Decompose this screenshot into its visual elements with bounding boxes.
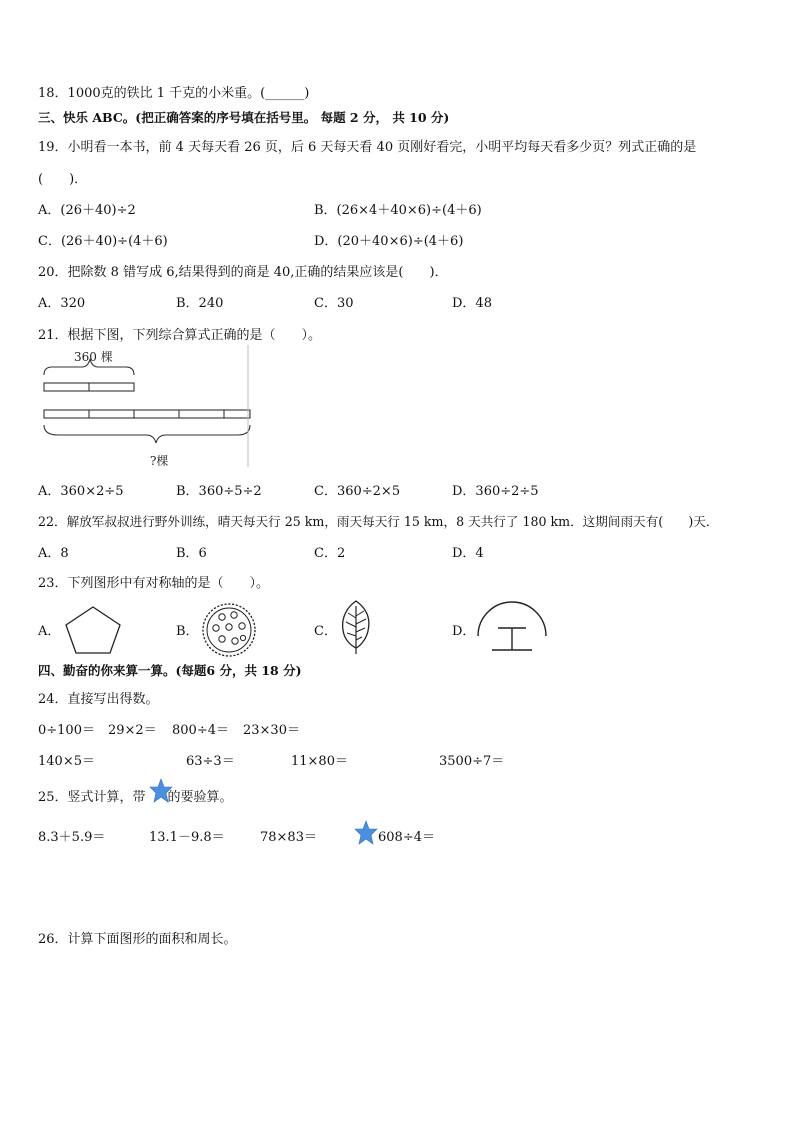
section-4-heading: 四、勤奋的你来算一算。(每题6 分，共 18 分) (38, 663, 302, 678)
q23-option-d[interactable]: D． (452, 624, 476, 639)
question-18: 18．1000克的铁比 1 千克的小米重。(______) (38, 86, 310, 101)
question-26: 26．计算下面图形的面积和周长。 (38, 932, 237, 947)
q21-option-a[interactable]: A．360×2÷5 (38, 484, 124, 499)
q23-option-b[interactable]: B． (176, 624, 199, 639)
leaf-icon (338, 598, 374, 656)
pentagon-icon (62, 604, 124, 656)
segment-diagram (38, 345, 253, 470)
cookie-icon (200, 601, 258, 659)
q20-option-a[interactable]: A．320 (38, 296, 86, 311)
question-19-blank: ( )． (38, 172, 88, 187)
q22-option-c[interactable]: C．2 (314, 546, 346, 561)
question-23-stem: 23．下列图形中有对称轴的是（ ）。 (38, 576, 270, 591)
q22-option-d[interactable]: D．4 (452, 546, 484, 561)
q24-item: 23×30＝ (243, 723, 300, 738)
diagram-top-label: 360 棵 (74, 350, 113, 364)
q21-option-c[interactable]: C．360÷2×5 (314, 484, 401, 499)
question-19-stem: 19．小明看一本书，前 4 天每天看 26 页，后 6 天每天看 40 页刚好看完，小明平均每天看多少页？列式正确的是 (38, 140, 697, 155)
diagram-bottom-label: ?棵 (150, 454, 169, 468)
star-icon (354, 820, 378, 846)
q25-stem-after: 的要验算。 (167, 790, 233, 805)
q23-option-a[interactable]: A． (38, 624, 61, 639)
q24-item: 11×80＝ (291, 754, 348, 769)
arch-icon (476, 598, 548, 658)
q19-option-a[interactable]: A．(26＋40)÷2 (38, 203, 136, 218)
question-21-stem: 21．根据下图，下列综合算式正确的是（ ）。 (38, 328, 322, 343)
question-24-stem: 24．直接写出得数。 (38, 692, 159, 707)
q25-item: 78×83＝ (260, 830, 317, 845)
question-20-stem: 20．把除数 8 错写成 6,结果得到的商是 40,正确的结果应该是( )． (38, 265, 448, 280)
q20-option-b[interactable]: B．240 (176, 296, 224, 311)
q19-option-d[interactable]: D．(20＋40×6)÷(4＋6) (314, 234, 464, 249)
q25-item: 8.3＋5.9＝ (38, 830, 106, 845)
section-3-heading: 三、快乐 ABC。(把正确答案的序号填在括号里。 每题 2 分， 共 10 分) (38, 110, 450, 125)
q20-option-c[interactable]: C．30 (314, 296, 354, 311)
q19-option-c[interactable]: C．(26＋40)÷(4＋6) (38, 234, 168, 249)
q24-item: 800÷4＝ (172, 723, 229, 738)
question-25-stem (38, 786, 233, 805)
q24-item: 29×2＝ (108, 723, 157, 738)
q22-option-a[interactable]: A．8 (38, 546, 69, 561)
q24-item: 140×5＝ (38, 754, 95, 769)
q23-option-c[interactable]: C． (314, 624, 337, 639)
q19-option-b[interactable]: B．(26×4＋40×6)÷(4＋6) (314, 203, 482, 218)
q24-item: 0÷100＝ (38, 723, 95, 738)
question-22-stem: 22．解放军叔叔进行野外训练，晴天每天行 25 km，雨天每天行 15 km，8 天共行了 180 km．这期间雨天有( )天． (38, 514, 719, 529)
q22-option-b[interactable]: B．6 (176, 546, 207, 561)
star-icon (149, 778, 173, 804)
q20-option-d[interactable]: D．48 (452, 296, 492, 311)
q25-item: 608÷4＝ (378, 830, 435, 845)
q21-option-b[interactable]: B．360÷5÷2 (176, 484, 262, 499)
q25-item: 13.1－9.8＝ (149, 830, 225, 845)
q24-item: 63÷3＝ (186, 754, 235, 769)
q24-item: 3500÷7＝ (439, 754, 505, 769)
q25-stem-before: 25．竖式计算，带 (38, 790, 146, 805)
q21-option-d[interactable]: D．360÷2÷5 (452, 484, 539, 499)
